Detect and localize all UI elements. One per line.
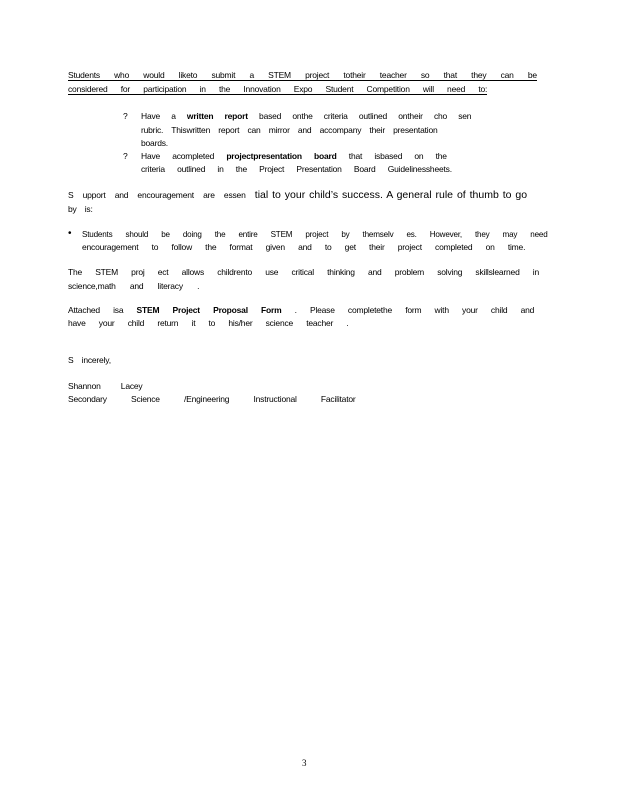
attached-text: . Please completethe form with your child and — [281, 305, 535, 315]
bullet-line-1: Students should be doing the entire STEM project by themselv es. However, they may need — [82, 229, 548, 239]
attached-line-2: have your child return it to his/her science teacher . — [68, 318, 349, 328]
signature-name: Shannon Lacey — [68, 381, 143, 391]
requirement-marker: ? — [123, 111, 128, 121]
presentation-board-label: projectpresentation board — [226, 151, 337, 161]
bullet-marker: • — [68, 228, 72, 239]
page-number: 3 — [302, 758, 307, 768]
requirement-1-line-3: boards. — [141, 138, 168, 148]
requirement-marker: ? — [123, 151, 128, 161]
stem-line-1: The STEM proj ect allows childrento use critical thinking and problem solving skillslearned in — [68, 267, 539, 277]
written-report-label: written report — [186, 111, 248, 121]
requirement-2-text: Have acompleted — [141, 151, 227, 161]
requirement-1-line-1 — [141, 111, 471, 121]
attached-text: Attached isa — [68, 305, 137, 315]
proposal-form-label: STEM Project Proposal Form — [136, 305, 282, 315]
support-text-small: S upport and encouragement are essen — [68, 190, 246, 200]
bullet-line-2: encouragement to follow the format given and to get their project completed on time. — [82, 242, 526, 252]
intro-line-2: considered for participation in the Innovation Expo Student Competition will need to: — [68, 84, 488, 94]
requirement-2-text: that isbased on the — [336, 151, 447, 161]
signature-title: Secondary Science /Engineering Instructional Facilitator — [68, 394, 356, 404]
attached-line-1 — [68, 305, 534, 315]
requirement-1-text: based onthe criteria outlined ontheir cho sen — [247, 111, 472, 121]
requirement-1-line-2: rubric. Thiswritten report can mirror and accompany their presentation — [141, 125, 438, 135]
support-text-large: tial to your child’s success. A general rule of thumb to go — [254, 189, 528, 201]
support-line-2: by is: — [68, 204, 93, 214]
support-line-1 — [68, 190, 527, 200]
intro-line-1: Students who would liketo submit a STEM project totheir teacher so that they can be — [68, 70, 537, 80]
requirement-1-text: Have a — [141, 111, 187, 121]
stem-line-2: science,math and literacy . — [68, 281, 200, 291]
closing: S incerely, — [68, 355, 111, 365]
requirement-2-line-2: criteria outlined in the Project Presentation Board Guidelinessheets. — [141, 164, 452, 174]
requirement-2-line-1 — [141, 151, 447, 161]
